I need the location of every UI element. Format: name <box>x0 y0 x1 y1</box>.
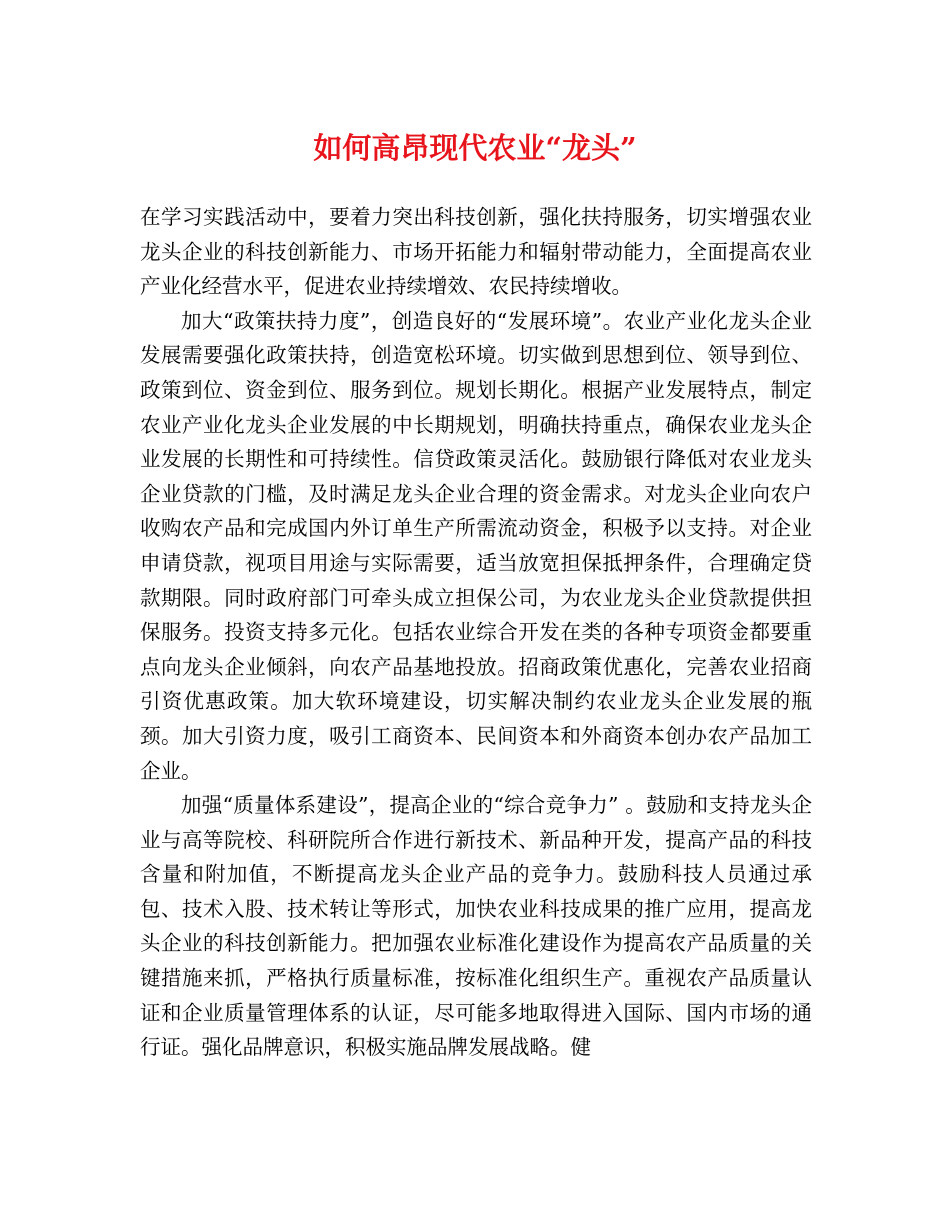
paragraph-policy-support: 加大“政策扶持力度”，创造良好的“发展环境”。农业产业化龙头企业发展需要强化政策扶持，创造宽松环境。切实做到思想到位、领导到位、政策到位、资金到位、服务到位。规划长期化。根据产业发展特点，制定农业产业化龙头企业发展的中长期规划，明确扶持重点，确保农业龙头企业发展的长期性和可持续性。信贷政策灵活化。鼓励银行降低对农业龙头企业贷款的门槛，及时满足龙头企业合理的资金需求。对龙头企业向农户收购农产品和完成国内外订单生产所需流动资金，积极予以支持。对企业申请贷款，视项目用途与实际需要，适当放宽担保抵押条件，合理确定贷款期限。同时政府部门可牵头成立担保公司，为农业龙头企业贷款提供担保服务。投资支持多元化。包括农业综合开发在类的各种专项资金都要重点向龙头企业倾斜，向农产品基地投放。招商政策优惠化，完善农业招商引资优惠政策。加大软环境建设，切实解决制约农业龙头企业发展的瓶颈。加大引资力度，吸引工商资本、民间资本和外商资本创办农产品加工企业。 <box>140 308 812 783</box>
paragraph-intro: 在学习实践活动中，要着力突出科技创新，强化扶持服务，切实增强农业龙头企业的科技创新能力、市场开拓能力和辐射带动能力，全面提高农业产业化经营水平，促进农业持续增效、农民持续增收。 <box>140 205 812 299</box>
document-title: 如何高昂现代农业“龙头” <box>313 131 637 165</box>
document-body <box>140 200 812 1065</box>
paragraph-quality-system: 加强“质量体系建设”，提高企业的“综合竞争力” 。鼓励和支持龙头企业与高等院校、科研院所合作进行新技术、新品种开发，提高产品的科技含量和附加值，不断提高龙头企业产品的竞争力。鼓励科技人员通过承包、技术入股、技术转让等形式，加快农业科技成果的推广应用，提高龙头企业的科技创新能力。把加强农业标准化建设作为提高农产品质量的关键措施来抓，严格执行质量标准，按标准化组织生产。重视农产品质量认证和企业质量管理体系的认证，尽可能多地取得进入国际、国内市场的通行证。强化品牌意识，积极实施品牌发展战略。健 <box>140 793 812 1060</box>
